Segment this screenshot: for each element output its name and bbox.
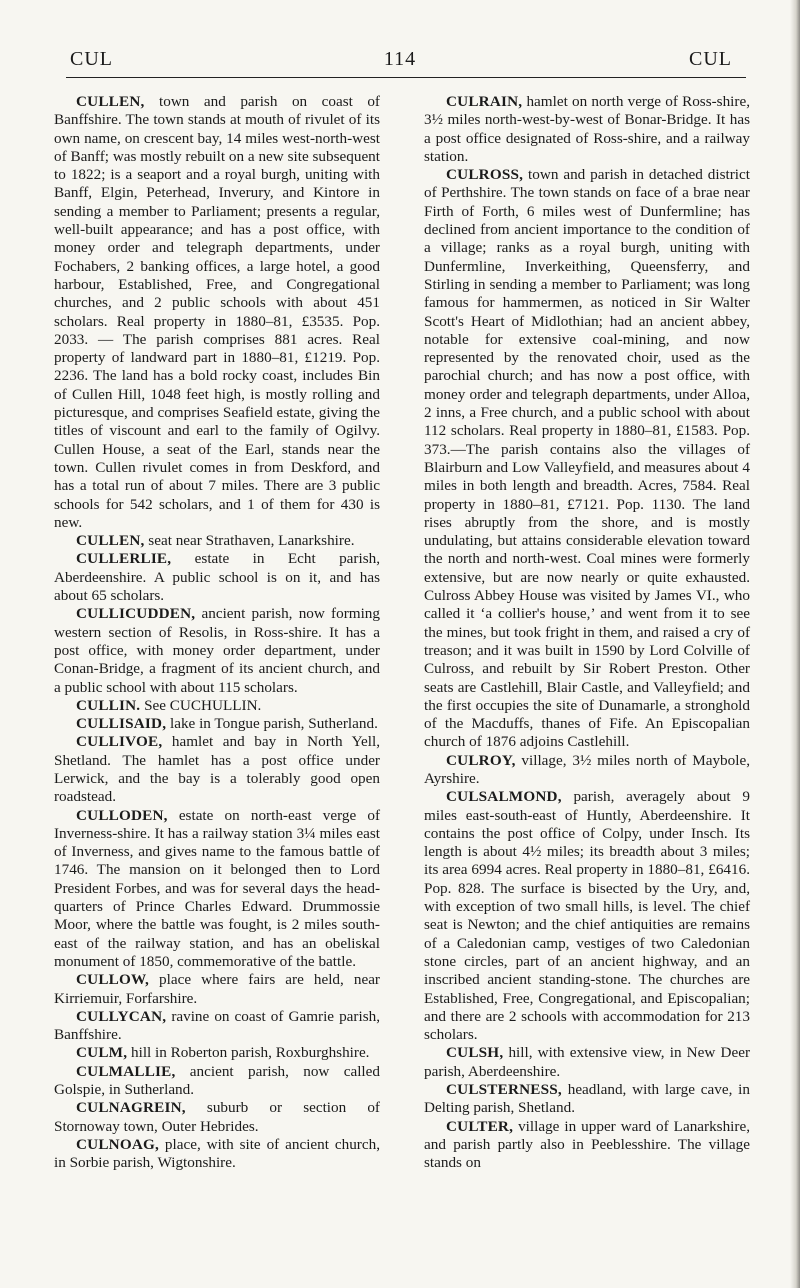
page-edge xyxy=(790,0,800,1288)
entry-headword: CULSALMOND, xyxy=(446,788,562,806)
entry-headword: CULLISAID, xyxy=(76,715,167,733)
gazetteer-entry xyxy=(424,788,750,1044)
entry-text: estate on north-east verge of Inverness-shire. It has a railway station 3¼ miles east of Inverness, and gives name to the famous battle of 1746. The mansion on it belonged then to Lord President Forbes, and was for several days the head-quarters of Prince Charles Edward. Drummossie Moor, where the battle was fought, is 2 miles south-east of the railway station, and has an obeliskal monument of 1850, commemorative of the battle. xyxy=(54,806,380,970)
entry-headword: CULSH, xyxy=(446,1044,504,1062)
gazetteer-entry xyxy=(54,550,380,605)
entry-text: estate in Echt parish, Aberdeenshire. A public school is on it, and has about 65 scholars. xyxy=(54,550,380,605)
entry-text: suburb or section of Stornoway town, Outer Hebrides. xyxy=(54,1099,380,1135)
gazetteer-entry xyxy=(54,807,380,972)
gazetteer-entry xyxy=(54,93,380,532)
entry-headword: CULTER, xyxy=(446,1117,514,1135)
gazetteer-entry xyxy=(54,605,380,696)
entry-text: town and parish on coast of Banffshire. The town stands at mouth of rivulet of its own name, on crescent bay, 14 miles west-north-west of Banff; was mostly rebuilt on a new site subsequent to 1822; is a seaport and a royal burgh, uniting with Banff, Elgin, Peterhead, Inverury, and Kintore in sending a member to Parliament; presents a regular, well-built appearance; and has a post office, with money order and telegraph departments, under Fochabers, 2 banking offices, a large hotel, a good harbour, Established, Free, and Congregational churches, and 2 public schools with about 451 scholars. Real property in 1880–81, £3535. Pop. 2033. — The parish comprises 881 acres. Real property of landward part in 1880–81, £1219. Pop. 2236. The land has a bold rocky coast, includes Bin of Cullen Hill, 1048 feet high, is mostly rolling and picturesque, and comprises Seafield estate, giving the titles of viscount and earl to the family of Ogilvy. Cullen House, a seat of the Earl, stands near the town. Cullen rivulet comes in from Deskford, and has a total run of about 7 miles. There are 3 public schools for 542 scholars, and 1 of them for 430 is new. xyxy=(54,93,380,531)
entry-headword: CULLERLIE, xyxy=(76,550,172,568)
entry-headword: CULLIN. xyxy=(76,696,141,714)
entry-headword: CULLICUDDEN, xyxy=(76,605,196,623)
gazetteer-entry xyxy=(54,971,380,1008)
entry-text: place where fairs are held, near Kirriemuir, Forfarshire. xyxy=(54,971,380,1007)
entry-text: hamlet on north verge of Ross-shire, 3½ miles north-west-by-west of Bonar-Bridge. It has a post office designated of Ross-shire, and a railway station. xyxy=(424,93,750,165)
gazetteer-entry xyxy=(424,166,750,752)
gazetteer-entry xyxy=(54,1063,380,1100)
entry-text: hamlet and bay in North Yell, Shetland. The hamlet has a post office under Lerwick, and the bay is a tolerably good open roadstead. xyxy=(54,733,380,806)
gazetteer-entry xyxy=(54,715,380,733)
entry-text: ancient parish, now forming western section of Resolis, in Ross-shire. It has a post office, with money order department, under Conan-Bridge, a fragment of its ancient church, and a public school with about 115 scholars. xyxy=(54,605,380,696)
entry-text: lake in Tongue parish, Sutherland. xyxy=(166,715,378,733)
entry-text: place, with site of ancient church, in Sorbie parish, Wigtonshire. xyxy=(54,1135,380,1172)
entry-headword: CULLEN, xyxy=(76,93,145,110)
header-left-guide: CUL xyxy=(70,48,113,70)
header-rule xyxy=(66,77,746,78)
entry-text: town and parish in detached district of Perthshire. The town stands on face of a brae near Firth of Forth, 6 miles west of Dunfermline; has declined from ancient importance to the condition of a village; ranks as a royal burgh, uniting with Dunfermline, Inverkeithing, Queensferry, and Stirling in sending a member to Parliament; was long famous for hammermen, as noticed in Sir Walter Scott's Heart of Midlothian; had an ancient abbey, notable for extensive coal-mining, and now represented by the renovated choir, used as the parochial church; and has now a post office, with money order and telegraph departments, under Alloa, 2 inns, a Free church, and a public school with about 112 scholars. Real property in 1880–81, £1583. Pop. 373.—The parish contains also the villages of Blairburn and Low Valleyfield, and measures about 4 miles in both length and breadth. Acres, 7584. Real property in 1880–81, £7121. Pop. 1130. The land rises abruptly from the shore, and is mostly undulating, but attains considerable elevation toward the north and north-west. Coal mines were formerly extensive, but are now nearly or quite exhausted. Culross Abbey House was visited by James VI., who called it ‘a collier's house,’ and went from it to see the mines, but took fright in them, and raised a cry of treason; and it was built in 1590 by Lord Colville of Culross, and rebuilt by Sir Robert Preston. Other seats are Castlehill, Blair Castle, and Valleyfield; and the first occupies the site of Dunamarle, a stronghold of the Macduffs, thanes of Fife. An Episcopalian church of 1876 adjoins Castlehill. xyxy=(424,166,750,751)
gazetteer-entry xyxy=(54,1136,380,1173)
entry-text: ravine on coast of Gamrie parish, Banffshire. xyxy=(54,1007,380,1044)
entry-text: ancient parish, now called Golspie, in Sutherland. xyxy=(54,1062,380,1099)
gazetteer-entry xyxy=(424,1081,750,1118)
gazetteer-entry xyxy=(424,93,750,166)
entry-headword: CULROSS, xyxy=(446,166,524,184)
gazetteer-entry xyxy=(424,1044,750,1081)
gazetteer-entry xyxy=(424,1118,750,1173)
gazetteer-entry xyxy=(54,1044,380,1062)
entry-text: hill in Roberton parish, Roxburghshire. xyxy=(127,1044,370,1062)
entry-text: headland, with large cave, in Delting parish, Shetland. xyxy=(424,1081,750,1117)
entry-headword: CULLIVOE, xyxy=(76,733,163,751)
entry-text: village, 3½ miles north of Maybole, Ayrshire. xyxy=(424,751,750,787)
gazetteer-entry xyxy=(54,532,380,550)
gazetteer-entry xyxy=(54,1008,380,1045)
left-column xyxy=(54,93,380,1173)
gazetteer-entry xyxy=(54,733,380,806)
entry-headword: CULLEN, xyxy=(76,532,145,550)
right-column xyxy=(424,93,750,1173)
entry-headword: CULSTERNESS, xyxy=(446,1081,562,1099)
header-right-guide: CUL xyxy=(689,48,732,70)
entry-headword: CULNAGREIN, xyxy=(76,1099,186,1117)
entry-headword: CULLOW, xyxy=(76,971,149,989)
gazetteer-entry xyxy=(54,697,380,715)
entry-text: seat near Strathaven, Lanarkshire. xyxy=(144,532,355,550)
entry-headword: CULM, xyxy=(76,1044,128,1062)
gazetteer-entry xyxy=(424,752,750,789)
page-number: 114 xyxy=(383,48,417,70)
entry-text: See CUCHULLIN. xyxy=(140,696,262,714)
entry-headword: CULLYCAN, xyxy=(76,1007,167,1025)
entry-headword: CULMALLIE, xyxy=(76,1062,176,1080)
entry-headword: CULROY, xyxy=(446,751,516,769)
gazetteer-entry xyxy=(54,1099,380,1136)
entry-headword: CULRAIN, xyxy=(446,93,523,110)
entry-text: hill, with extensive view, in New Deer parish, Aberdeenshire. xyxy=(424,1044,750,1080)
entry-text: village in upper ward of Lanarkshire, and parish partly also in Peeblesshire. The village stands on xyxy=(424,1117,750,1172)
entry-text: parish, averagely about 9 miles east-south-east of Huntly, Aberdeenshire. It contains the post office of Colpy, under Insch. Its length is about 4½ miles; its breadth about 3 miles; its area 6994 acres. Real property in 1880–81, £6416. Pop. 828. The surface is bisected by the Ury, and, with exception of two small hills, is level. The chief seat is Newton; and the chief antiquities are remains of a Caledonian camp, vestiges of two Caledonian stone circles, part of an ancient highway, and an inscribed ancient standing-stone. The churches are Established, Free, Congregational, and Episcopalian; and there are 2 schools with accommodation for 213 scholars. xyxy=(424,788,750,1044)
running-header xyxy=(60,48,740,78)
entry-headword: CULLODEN, xyxy=(76,806,168,824)
entry-headword: CULNOAG, xyxy=(76,1135,160,1153)
